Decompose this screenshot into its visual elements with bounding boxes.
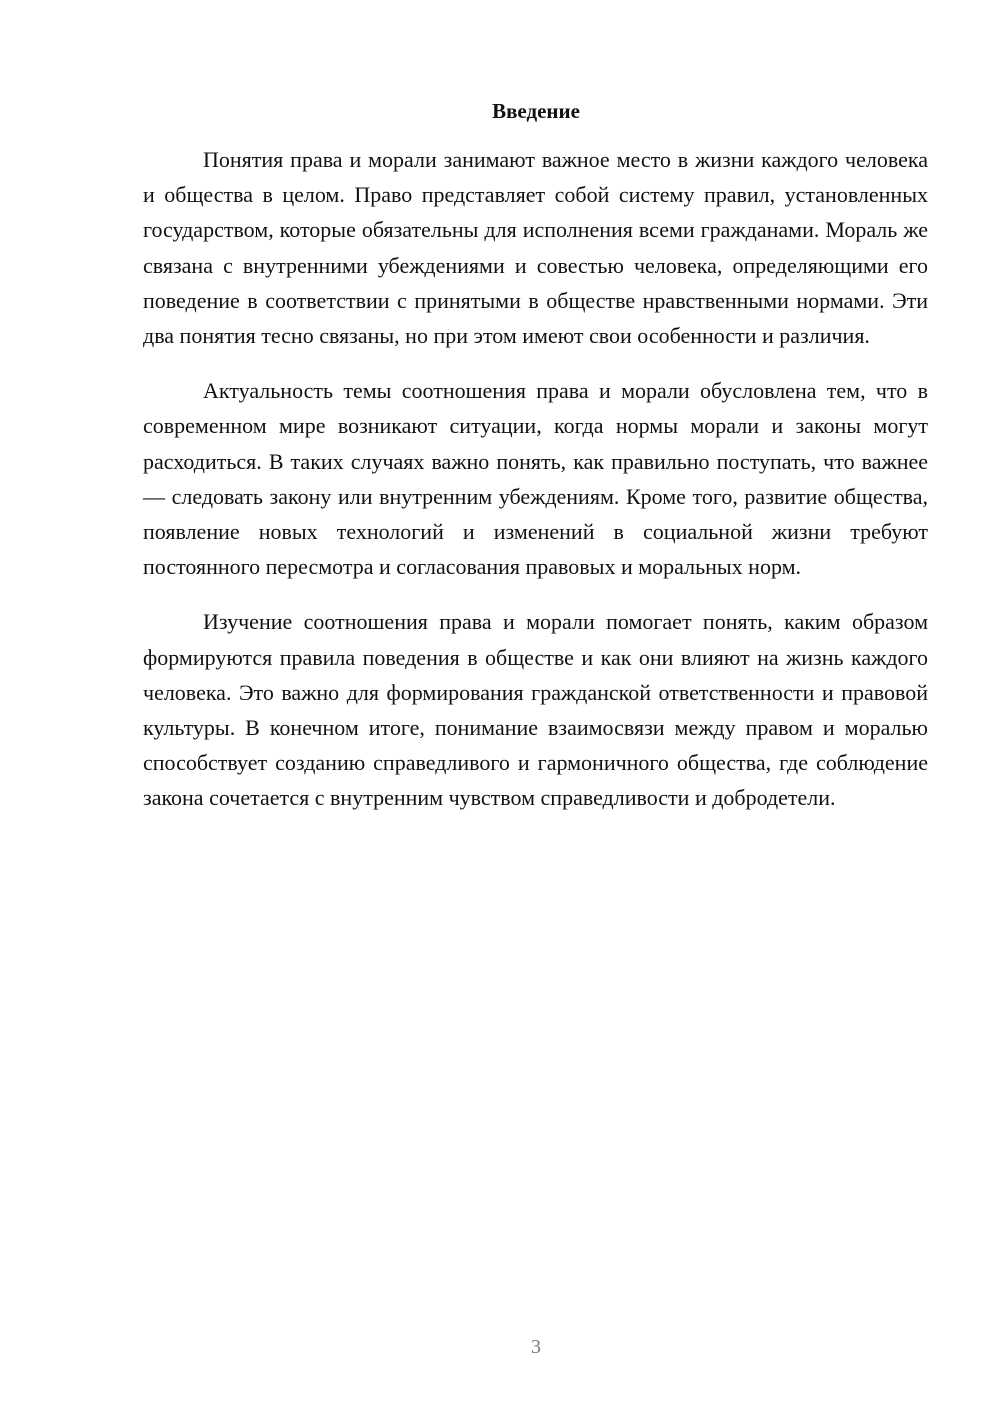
- paragraph-2: Актуальность темы соотношения права и морали обусловлена тем, что в современном мире возникают ситуации, когда нормы морали и законы могут расходиться. В таких случаях важно понять, как правильно поступать, что важнее — следовать закону или внутренним убеждениям. Кроме того, развитие общества, появление новых технологий и изменений в социальной жизни требуют постоянного пересмотра и согласования правовых и моральных норм.: [143, 378, 928, 580]
- paragraph-3: Изучение соотношения права и морали помогает понять, каким образом формируются правила поведения в обществе и как они влияют на жизнь каждого человека. Это важно для формирования гражданской ответственности и правовой культуры. В конечном итоге, понимание взаимосвязи между правом и моралью способствует созданию справедливого и гармоничного общества, где соблюдение закона сочетается с внутренним чувством справедливости и добродетели.: [143, 609, 928, 811]
- body-text: [143, 142, 928, 836]
- section-heading: Введение: [492, 99, 580, 123]
- page-number: 3: [531, 1336, 541, 1358]
- paragraph-1: Понятия права и морали занимают важное место в жизни каждого человека и общества в целом. Право представляет собой систему правил, установленных государством, которые обязательны для исполнения всеми гражданами. Мораль же связана с внутренними убеждениями и совестью человека, определяющими его поведение в соответствии с принятыми в обществе нравственными нормами. Эти два понятия тесно связаны, но при этом имеют свои особенности и различия.: [143, 147, 928, 349]
